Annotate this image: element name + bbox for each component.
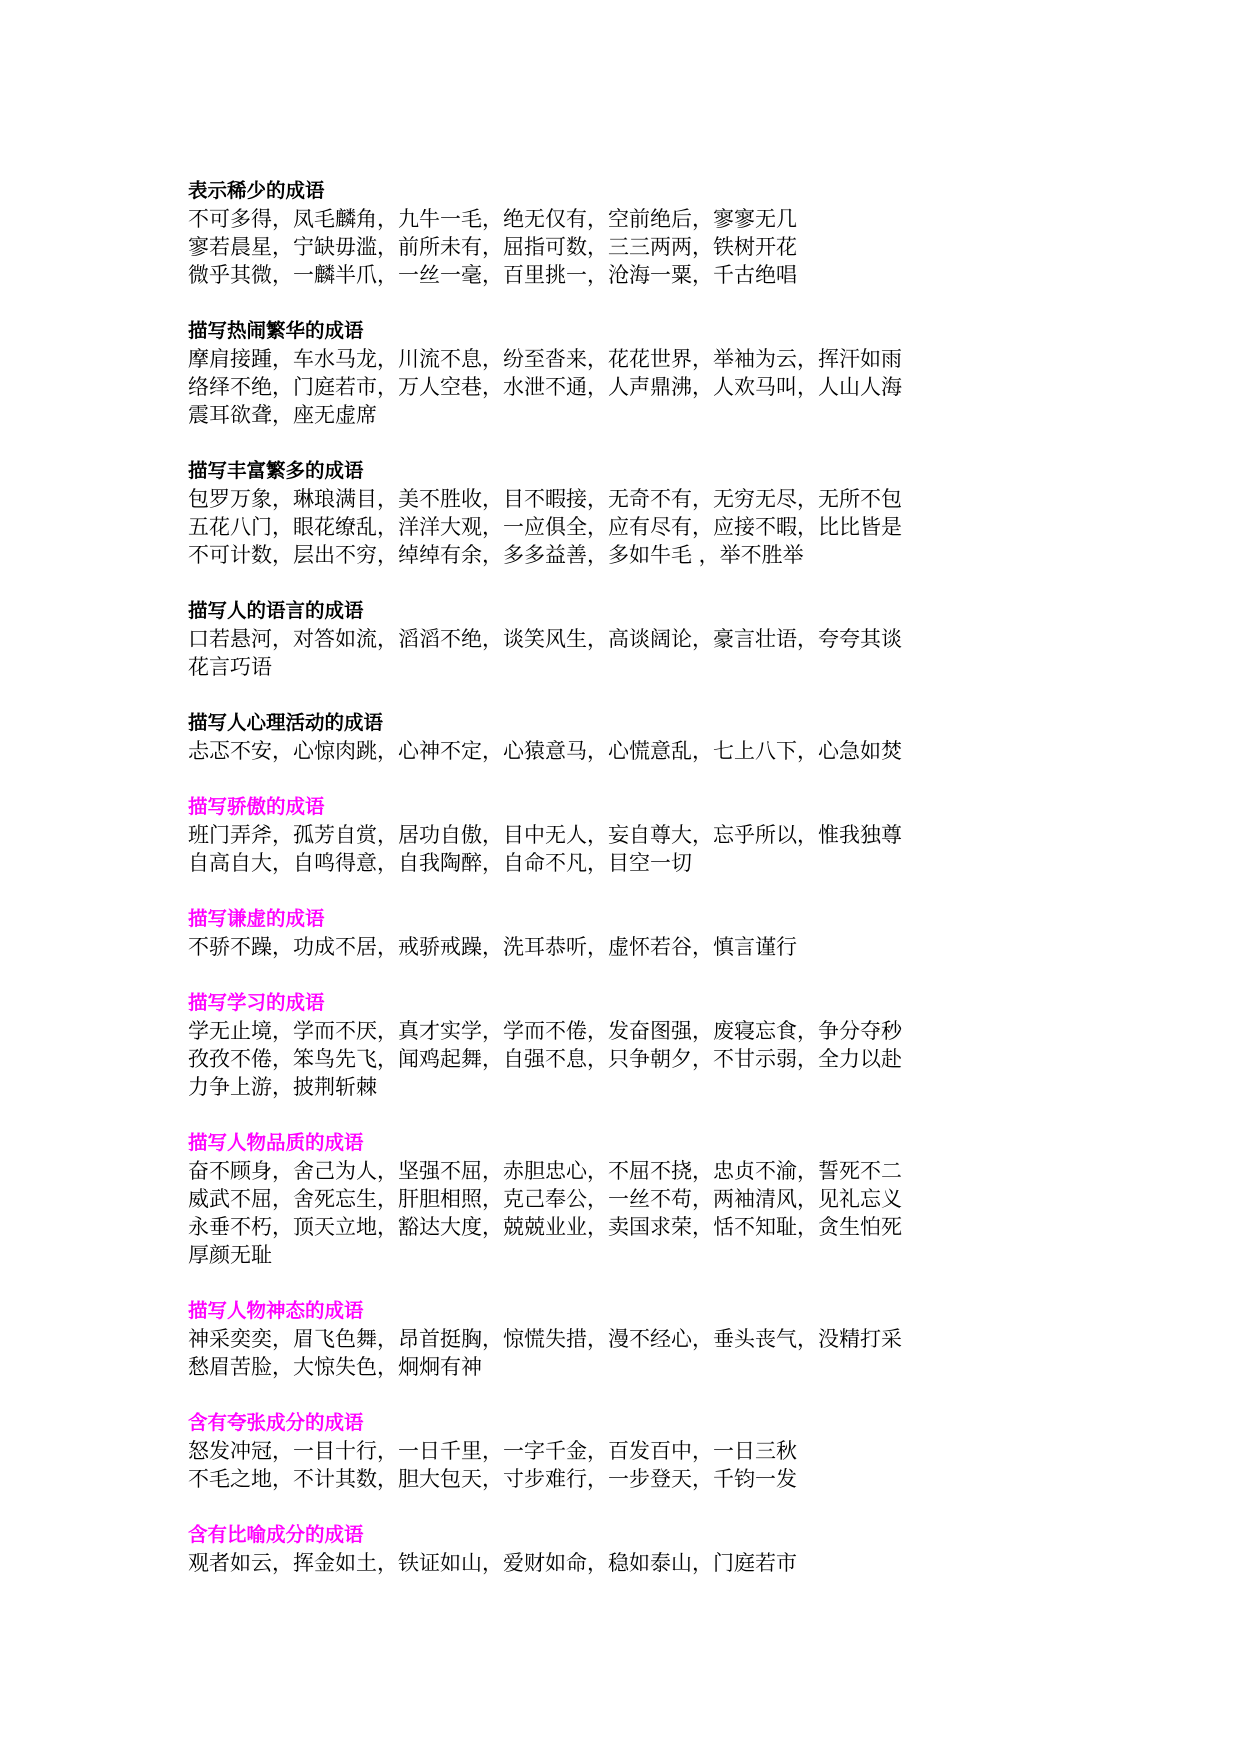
idiom-line: 忐忑不安，心惊肉跳，心神不定，心猿意马，心慌意乱，七上八下，心急如焚	[188, 739, 902, 763]
idiom-line: 奋不顾身，舍己为人，坚强不屈，赤胆忠心，不屈不挠，忠贞不渝，誓死不二	[188, 1159, 902, 1183]
idiom-line: 永垂不朽，顶天立地，豁达大度，兢兢业业，卖国求荣，恬不知耻，贪生怕死	[188, 1215, 902, 1239]
idiom-section	[188, 1521, 1188, 1577]
idiom-section	[188, 177, 1188, 289]
section-spacer	[188, 1493, 1188, 1521]
section-heading: 描写谦虚的成语	[188, 907, 325, 930]
idiom-line: 神采奕奕，眉飞色舞，昂首挺胸，惊慌失措，漫不经心，垂头丧气，没精打采	[188, 1327, 902, 1351]
idiom-line: 自高自大，自鸣得意，自我陶醉，自命不凡，目空一切	[188, 851, 692, 875]
idiom-line: 不可多得，凤毛麟角，九牛一毛，绝无仅有，空前绝后，寥寥无几	[188, 207, 797, 231]
section-heading: 含有比喻成分的成语	[188, 1523, 364, 1546]
idiom-line: 力争上游，披荆斩棘	[188, 1075, 377, 1099]
idiom-line: 不骄不躁，功成不居，戒骄戒躁，洗耳恭听，虚怀若谷，慎言谨行	[188, 935, 797, 959]
section-heading: 描写人的语言的成语	[188, 599, 364, 622]
idiom-line: 孜孜不倦，笨鸟先飞，闻鸡起舞，自强不息，只争朝夕，不甘示弱，全力以赴	[188, 1047, 902, 1071]
idiom-section	[188, 709, 1188, 765]
section-heading: 描写人物神态的成语	[188, 1299, 364, 1322]
section-heading: 表示稀少的成语	[188, 179, 325, 202]
idiom-line: 厚颜无耻	[188, 1243, 272, 1267]
idiom-line: 观者如云，挥金如土，铁证如山，爱财如命，稳如泰山，门庭若市	[188, 1551, 797, 1575]
section-spacer	[188, 1269, 1188, 1297]
idiom-line: 学无止境，学而不厌，真才实学，学而不倦，发奋图强，废寝忘食，争分夺秒	[188, 1019, 902, 1043]
section-heading: 含有夸张成分的成语	[188, 1411, 364, 1434]
idiom-section	[188, 1409, 1188, 1493]
section-heading: 描写学习的成语	[188, 991, 325, 1014]
document-page	[188, 177, 1188, 1577]
section-spacer	[188, 961, 1188, 989]
section-spacer	[188, 429, 1188, 457]
idiom-line: 怒发冲冠，一目十行，一日千里，一字千金，百发百中，一日三秋	[188, 1439, 797, 1463]
section-heading: 描写丰富繁多的成语	[188, 459, 364, 482]
idiom-section	[188, 317, 1188, 429]
idiom-section	[188, 1297, 1188, 1381]
idiom-line: 威武不屈，舍死忘生，肝胆相照，克己奉公，一丝不苟，两袖清风，见礼忘义	[188, 1187, 902, 1211]
section-heading: 描写骄傲的成语	[188, 795, 325, 818]
idiom-section	[188, 457, 1188, 569]
idiom-line: 不毛之地，不计其数，胆大包天，寸步难行，一步登天，千钧一发	[188, 1467, 797, 1491]
idiom-section	[188, 905, 1188, 961]
idiom-line: 班门弄斧，孤芳自赏，居功自傲，目中无人，妄自尊大，忘乎所以，惟我独尊	[188, 823, 902, 847]
idiom-line: 包罗万象，琳琅满目，美不胜收，目不暇接，无奇不有，无穷无尽，无所不包	[188, 487, 902, 511]
idiom-line: 络绎不绝，门庭若市，万人空巷，水泄不通，人声鼎沸，人欢马叫，人山人海	[188, 375, 902, 399]
idiom-line: 不可计数，层出不穷，绰绰有余，多多益善，多如牛毛 ，举不胜举	[188, 543, 804, 567]
section-spacer	[188, 681, 1188, 709]
idiom-line: 微乎其微，一麟半爪，一丝一毫，百里挑一，沧海一粟，千古绝唱	[188, 263, 797, 287]
idiom-section	[188, 1129, 1188, 1269]
idiom-line: 口若悬河，对答如流，滔滔不绝，谈笑风生，高谈阔论，豪言壮语，夸夸其谈	[188, 627, 902, 651]
idiom-line: 五花八门，眼花缭乱，洋洋大观，一应俱全，应有尽有，应接不暇，比比皆是	[188, 515, 902, 539]
idiom-line: 摩肩接踵，车水马龙，川流不息，纷至沓来，花花世界，举袖为云，挥汗如雨	[188, 347, 902, 371]
idiom-section	[188, 793, 1188, 877]
section-heading: 描写热闹繁华的成语	[188, 319, 364, 342]
idiom-line: 震耳欲聋，座无虚席	[188, 403, 377, 427]
section-spacer	[188, 765, 1188, 793]
section-spacer	[188, 877, 1188, 905]
idiom-section	[188, 989, 1188, 1101]
section-spacer	[188, 569, 1188, 597]
idiom-line: 寥若晨星，宁缺毋滥，前所未有，屈指可数，三三两两，铁树开花	[188, 235, 797, 259]
section-heading: 描写人心理活动的成语	[188, 711, 384, 734]
idiom-line: 愁眉苦脸，大惊失色，炯炯有神	[188, 1355, 482, 1379]
idiom-section	[188, 597, 1188, 681]
section-spacer	[188, 1381, 1188, 1409]
idiom-line: 花言巧语	[188, 655, 272, 679]
section-spacer	[188, 289, 1188, 317]
section-spacer	[188, 1101, 1188, 1129]
section-heading: 描写人物品质的成语	[188, 1131, 364, 1154]
